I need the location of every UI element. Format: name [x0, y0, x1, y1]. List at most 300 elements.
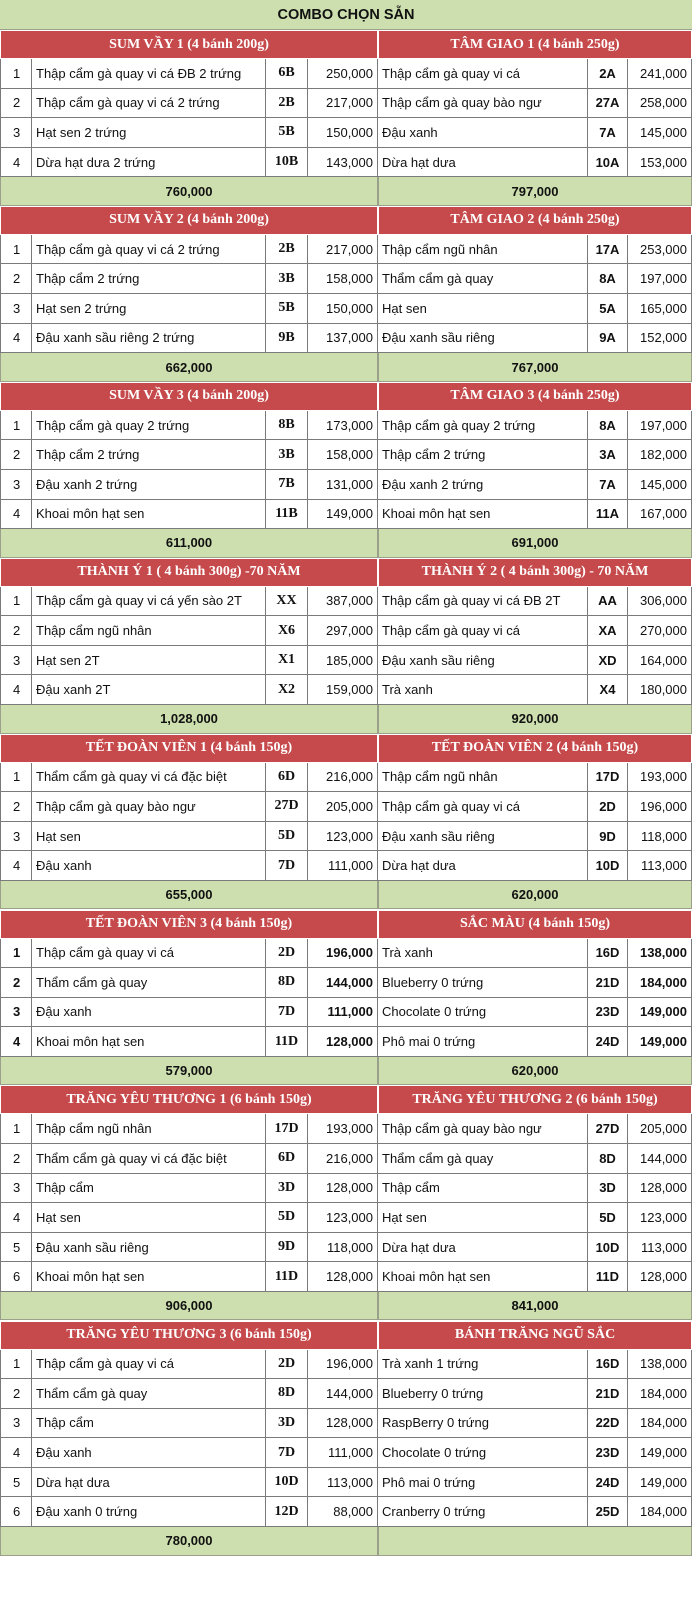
item-name: Dừa hạt dưa — [378, 851, 588, 881]
item-code: 5D — [266, 822, 308, 852]
item-price: 158,000 — [308, 264, 378, 294]
item-name: Đậu xanh sầu riêng — [32, 1233, 266, 1263]
item-number: 4 — [0, 148, 32, 178]
item-name: Đậu xanh sầu riêng 2 trứng — [32, 324, 266, 354]
item-name: Thẩm cẩm gà quay vi cá đặc biệt — [32, 1144, 266, 1174]
item-code: 10D — [266, 1468, 308, 1498]
combo-item-row — [0, 1409, 692, 1439]
combo-name-left: THÀNH Ý 1 ( 4 bánh 300g) -70 NĂM — [0, 558, 378, 587]
item-price: 153,000 — [628, 148, 692, 178]
item-name: Đậu xanh 0 trứng — [32, 1497, 266, 1527]
item-name: Đậu xanh — [32, 1438, 266, 1468]
item-code: 8A — [588, 264, 628, 294]
combo-item-row — [0, 118, 692, 148]
item-number: 3 — [0, 470, 32, 500]
item-name: Đậu xanh — [32, 998, 266, 1028]
item-name: Thập cẩm gà quay vi cá — [32, 1350, 266, 1380]
combo-item-row — [0, 1350, 692, 1380]
item-code: 12D — [266, 1497, 308, 1527]
combo-item-row — [0, 968, 692, 998]
item-price: 128,000 — [308, 1174, 378, 1204]
item-number: 4 — [0, 1203, 32, 1233]
item-code: 10B — [266, 148, 308, 178]
item-number: 2 — [0, 264, 32, 294]
item-name: Dừa hạt dưa — [378, 148, 588, 178]
combo-total-left: 579,000 — [0, 1057, 378, 1086]
item-code: XD — [588, 646, 628, 676]
item-code: 24D — [588, 1468, 628, 1498]
item-price: 128,000 — [308, 1262, 378, 1292]
combo-total-right: 620,000 — [378, 881, 692, 910]
combo-name-right: THÀNH Ý 2 ( 4 bánh 300g) - 70 NĂM — [378, 558, 692, 587]
combo-item-row — [0, 1438, 692, 1468]
item-price: 144,000 — [628, 1144, 692, 1174]
item-number: 4 — [0, 1027, 32, 1057]
item-name: Thập cẩm gà quay vi cá — [378, 616, 588, 646]
item-price: 111,000 — [308, 851, 378, 881]
combo-header-row — [0, 206, 692, 235]
item-code: X4 — [588, 675, 628, 705]
item-name: Khoai môn hạt sen — [32, 500, 266, 530]
item-price: 253,000 — [628, 235, 692, 265]
combo-item-row — [0, 1027, 692, 1057]
item-name: Thập cẩm gà quay bào ngư — [32, 792, 266, 822]
combo-item-row — [0, 1144, 692, 1174]
item-price: 113,000 — [628, 851, 692, 881]
item-number: 1 — [0, 235, 32, 265]
item-code: 3B — [266, 440, 308, 470]
item-price: 297,000 — [308, 616, 378, 646]
combo-total-right — [378, 1527, 692, 1556]
item-name: Thập cẩm gà quay bào ngư — [378, 1114, 588, 1144]
item-number: 6 — [0, 1497, 32, 1527]
combo-item-row — [0, 587, 692, 617]
item-code: 11B — [266, 500, 308, 530]
item-name: Thập cẩm gà quay vi cá ĐB 2T — [378, 587, 588, 617]
item-code: 7A — [588, 118, 628, 148]
item-code: 27A — [588, 89, 628, 119]
item-name: Đậu xanh — [32, 851, 266, 881]
combo-header-row — [0, 382, 692, 411]
combo-item-row — [0, 500, 692, 530]
item-name: Thập cẩm gà quay vi cá — [378, 792, 588, 822]
item-name: Cranberry 0 trứng — [378, 1497, 588, 1527]
item-code: 10D — [588, 851, 628, 881]
item-code: 17A — [588, 235, 628, 265]
combo-item-row — [0, 264, 692, 294]
item-number: 5 — [0, 1468, 32, 1498]
item-name: Thẩm cẩm gà quay — [378, 1144, 588, 1174]
item-number: 1 — [0, 587, 32, 617]
item-price: 150,000 — [308, 294, 378, 324]
item-price: 123,000 — [308, 1203, 378, 1233]
combo-name-left: SUM VẦY 2 (4 bánh 200g) — [0, 206, 378, 235]
item-price: 111,000 — [308, 1438, 378, 1468]
item-name: Thập cẩm ngũ nhân — [378, 763, 588, 793]
item-price: 164,000 — [628, 646, 692, 676]
item-name: Thập cẩm — [32, 1174, 266, 1204]
item-number: 2 — [0, 1379, 32, 1409]
item-number: 1 — [0, 763, 32, 793]
combo-header-row — [0, 30, 692, 59]
item-price: 184,000 — [628, 1379, 692, 1409]
item-name: Thập cẩm gà quay vi cá — [32, 939, 266, 969]
item-price: 138,000 — [628, 1350, 692, 1380]
item-price: 149,000 — [308, 500, 378, 530]
item-number: 3 — [0, 1174, 32, 1204]
item-code: 5B — [266, 118, 308, 148]
combo-total-right: 920,000 — [378, 705, 692, 734]
item-name: Thập cẩm gà quay vi cá yến sào 2T — [32, 587, 266, 617]
combo-total-row — [0, 1057, 692, 1086]
combo-total-row — [0, 1292, 692, 1321]
item-name: Thập cẩm 2 trứng — [378, 440, 588, 470]
item-price: 144,000 — [308, 968, 378, 998]
item-number: 1 — [0, 59, 32, 89]
combo-header-row — [0, 1321, 692, 1350]
item-code: 3B — [266, 264, 308, 294]
item-name: Đậu xanh sầu riêng — [378, 822, 588, 852]
combo-name-right: TRĂNG YÊU THƯƠNG 2 (6 bánh 150g) — [378, 1085, 692, 1114]
item-code: 3D — [588, 1174, 628, 1204]
item-code: 7D — [266, 998, 308, 1028]
item-code: 5A — [588, 294, 628, 324]
item-name: Khoai môn hạt sen — [378, 1262, 588, 1292]
combo-total-left: 1,028,000 — [0, 705, 378, 734]
item-code: 2B — [266, 235, 308, 265]
item-code: 23D — [588, 1438, 628, 1468]
item-name: Thập cẩm gà quay vi cá — [378, 59, 588, 89]
combo-header-row — [0, 734, 692, 763]
combo-header-row — [0, 910, 692, 939]
item-code: 11A — [588, 500, 628, 530]
item-price: 128,000 — [628, 1262, 692, 1292]
item-code: 11D — [266, 1262, 308, 1292]
combo-item-row — [0, 440, 692, 470]
item-name: Đậu xanh 2 trứng — [32, 470, 266, 500]
item-number: 2 — [0, 440, 32, 470]
item-price: 144,000 — [308, 1379, 378, 1409]
item-price: 113,000 — [628, 1233, 692, 1263]
item-code: 16D — [588, 1350, 628, 1380]
item-price: 138,000 — [628, 939, 692, 969]
item-price: 88,000 — [308, 1497, 378, 1527]
item-price: 216,000 — [308, 763, 378, 793]
combo-item-row — [0, 792, 692, 822]
item-code: AA — [588, 587, 628, 617]
combo-name-right: TÂM GIAO 3 (4 bánh 250g) — [378, 382, 692, 411]
combo-total-right: 620,000 — [378, 1057, 692, 1086]
item-price: 150,000 — [308, 118, 378, 148]
item-code: 10D — [588, 1233, 628, 1263]
item-name: Khoai môn hạt sen — [378, 500, 588, 530]
item-name: Trà xanh 1 trứng — [378, 1350, 588, 1380]
item-code: 2D — [588, 792, 628, 822]
combo-item-row — [0, 851, 692, 881]
item-name: Thập cẩm gà quay 2 trứng — [378, 411, 588, 441]
combo-total-right: 797,000 — [378, 177, 692, 206]
combo-total-left: 662,000 — [0, 353, 378, 382]
item-price: 182,000 — [628, 440, 692, 470]
combo-block — [0, 1085, 692, 1320]
combo-total-left: 760,000 — [0, 177, 378, 206]
combo-name-left: SUM VẦY 1 (4 bánh 200g) — [0, 30, 378, 59]
item-name: Thập cẩm 2 trứng — [32, 264, 266, 294]
combo-total-left: 780,000 — [0, 1527, 378, 1556]
item-code: 2A — [588, 59, 628, 89]
item-price: 158,000 — [308, 440, 378, 470]
item-number: 3 — [0, 998, 32, 1028]
item-code: 24D — [588, 1027, 628, 1057]
item-code: 25D — [588, 1497, 628, 1527]
item-name: Đậu xanh sầu riêng — [378, 324, 588, 354]
item-code: 3D — [266, 1409, 308, 1439]
item-name: Đậu xanh sầu riêng — [378, 646, 588, 676]
item-price: 149,000 — [628, 998, 692, 1028]
item-price: 217,000 — [308, 235, 378, 265]
item-price: 159,000 — [308, 675, 378, 705]
combo-total-row — [0, 705, 692, 734]
combo-item-row — [0, 59, 692, 89]
item-price: 118,000 — [628, 822, 692, 852]
combo-total-right: 767,000 — [378, 353, 692, 382]
item-price: 113,000 — [308, 1468, 378, 1498]
combo-item-row — [0, 939, 692, 969]
item-price: 149,000 — [628, 1027, 692, 1057]
item-price: 197,000 — [628, 264, 692, 294]
item-code: 11D — [266, 1027, 308, 1057]
item-number: 2 — [0, 792, 32, 822]
item-price: 387,000 — [308, 587, 378, 617]
combo-name-right: TÂM GIAO 1 (4 bánh 250g) — [378, 30, 692, 59]
combo-item-row — [0, 1497, 692, 1527]
item-name: Khoai môn hạt sen — [32, 1027, 266, 1057]
item-price: 306,000 — [628, 587, 692, 617]
item-price: 196,000 — [628, 792, 692, 822]
combo-name-right: BÁNH TRĂNG NGŨ SẮC — [378, 1321, 692, 1350]
combo-total-right: 691,000 — [378, 529, 692, 558]
combo-name-right: TÂM GIAO 2 (4 bánh 250g) — [378, 206, 692, 235]
item-price: 184,000 — [628, 1497, 692, 1527]
item-name: Trà xanh — [378, 675, 588, 705]
item-code: 7A — [588, 470, 628, 500]
item-name: Hạt sen 2 trứng — [32, 118, 266, 148]
item-code: 27D — [588, 1114, 628, 1144]
item-price: 149,000 — [628, 1438, 692, 1468]
combo-total-row — [0, 177, 692, 206]
item-price: 180,000 — [628, 675, 692, 705]
item-code: 9A — [588, 324, 628, 354]
combo-item-row — [0, 411, 692, 441]
combo-name-left: TẾT ĐOÀN VIÊN 3 (4 bánh 150g) — [0, 910, 378, 939]
item-number: 1 — [0, 1114, 32, 1144]
item-name: Thập cẩm — [32, 1409, 266, 1439]
item-price: 149,000 — [628, 1468, 692, 1498]
item-price: 205,000 — [308, 792, 378, 822]
item-number: 4 — [0, 851, 32, 881]
combo-name-right: TẾT ĐOÀN VIÊN 2 (4 bánh 150g) — [378, 734, 692, 763]
combo-item-row — [0, 1114, 692, 1144]
item-number: 3 — [0, 1409, 32, 1439]
combo-item-row — [0, 148, 692, 178]
item-number: 1 — [0, 939, 32, 969]
item-number: 3 — [0, 118, 32, 148]
item-name: Thẩm cẩm gà quay — [378, 264, 588, 294]
item-code: 2D — [266, 1350, 308, 1380]
item-code: 16D — [588, 939, 628, 969]
item-price: 217,000 — [308, 89, 378, 119]
item-number: 4 — [0, 1438, 32, 1468]
combo-block — [0, 206, 692, 382]
combo-item-row — [0, 1468, 692, 1498]
item-name: Thẩm cẩm gà quay — [32, 968, 266, 998]
item-code: 6D — [266, 1144, 308, 1174]
item-price: 193,000 — [308, 1114, 378, 1144]
combo-item-row — [0, 1203, 692, 1233]
combo-item-row — [0, 616, 692, 646]
item-name: Chocolate 0 trứng — [378, 998, 588, 1028]
item-code: 7D — [266, 1438, 308, 1468]
item-price: 165,000 — [628, 294, 692, 324]
combo-total-row — [0, 881, 692, 910]
item-number: 3 — [0, 646, 32, 676]
item-code: 11D — [588, 1262, 628, 1292]
item-price: 111,000 — [308, 998, 378, 1028]
combo-name-left: TRĂNG YÊU THƯƠNG 1 (6 bánh 150g) — [0, 1085, 378, 1114]
item-price: 205,000 — [628, 1114, 692, 1144]
item-name: Phô mai 0 trứng — [378, 1468, 588, 1498]
item-name: Thập cẩm — [378, 1174, 588, 1204]
combo-item-row — [0, 822, 692, 852]
item-price: 196,000 — [308, 939, 378, 969]
item-price: 173,000 — [308, 411, 378, 441]
item-name: Blueberry 0 trứng — [378, 1379, 588, 1409]
item-code: XA — [588, 616, 628, 646]
item-name: Thập cẩm gà quay vi cá ĐB 2 trứng — [32, 59, 266, 89]
item-name: Chocolate 0 trứng — [378, 1438, 588, 1468]
item-code: 9D — [588, 822, 628, 852]
item-code: 3D — [266, 1174, 308, 1204]
item-code: 2B — [266, 89, 308, 119]
item-code: 5D — [588, 1203, 628, 1233]
item-name: Hạt sen — [378, 1203, 588, 1233]
item-code: X6 — [266, 616, 308, 646]
item-price: 118,000 — [308, 1233, 378, 1263]
item-name: Đậu xanh 2T — [32, 675, 266, 705]
item-name: Thập cẩm gà quay vi cá 2 trứng — [32, 235, 266, 265]
item-name: Thập cẩm 2 trứng — [32, 440, 266, 470]
item-code: 7D — [266, 851, 308, 881]
item-name: Thẩm cẩm gà quay — [32, 1379, 266, 1409]
item-name: Dừa hạt dưa — [32, 1468, 266, 1498]
item-price: 131,000 — [308, 470, 378, 500]
item-code: 9D — [266, 1233, 308, 1263]
combo-item-row — [0, 998, 692, 1028]
item-name: Thập cẩm gà quay bào ngư — [378, 89, 588, 119]
item-code: 2D — [266, 939, 308, 969]
item-number: 3 — [0, 294, 32, 324]
item-code: 6D — [266, 763, 308, 793]
combo-header-row — [0, 1085, 692, 1114]
combo-item-row — [0, 89, 692, 119]
item-price: 152,000 — [628, 324, 692, 354]
item-price: 193,000 — [628, 763, 692, 793]
combo-item-row — [0, 324, 692, 354]
sheet-title: COMBO CHỌN SẴN — [0, 0, 692, 30]
item-number: 4 — [0, 500, 32, 530]
item-number: 6 — [0, 1262, 32, 1292]
item-name: Blueberry 0 trứng — [378, 968, 588, 998]
combo-item-row — [0, 1174, 692, 1204]
item-name: Hạt sen 2 trứng — [32, 294, 266, 324]
item-price: 185,000 — [308, 646, 378, 676]
item-price: 137,000 — [308, 324, 378, 354]
item-code: 10A — [588, 148, 628, 178]
combo-item-row — [0, 1379, 692, 1409]
item-code: 5D — [266, 1203, 308, 1233]
item-price: 128,000 — [308, 1409, 378, 1439]
item-number: 2 — [0, 1144, 32, 1174]
combo-total-left: 906,000 — [0, 1292, 378, 1321]
item-price: 123,000 — [308, 822, 378, 852]
item-name: Thập cẩm gà quay vi cá 2 trứng — [32, 89, 266, 119]
item-price: 250,000 — [308, 59, 378, 89]
item-price: 143,000 — [308, 148, 378, 178]
combo-header-row — [0, 558, 692, 587]
item-price: 196,000 — [308, 1350, 378, 1380]
item-price: 197,000 — [628, 411, 692, 441]
combo-item-row — [0, 1262, 692, 1292]
item-code: 8B — [266, 411, 308, 441]
item-code: X2 — [266, 675, 308, 705]
item-name: Thập cẩm gà quay 2 trứng — [32, 411, 266, 441]
item-name: Hạt sen — [32, 822, 266, 852]
item-name: Thập cẩm ngũ nhân — [32, 1114, 266, 1144]
item-name: Dừa hạt dưa — [378, 1233, 588, 1263]
item-code: 3A — [588, 440, 628, 470]
item-price: 270,000 — [628, 616, 692, 646]
item-number: 1 — [0, 411, 32, 441]
item-price: 184,000 — [628, 1409, 692, 1439]
item-price: 128,000 — [628, 1174, 692, 1204]
item-price: 145,000 — [628, 470, 692, 500]
combo-item-row — [0, 763, 692, 793]
item-code: 23D — [588, 998, 628, 1028]
item-number: 3 — [0, 822, 32, 852]
item-name: Hạt sen — [378, 294, 588, 324]
combo-block — [0, 382, 692, 558]
item-code: X1 — [266, 646, 308, 676]
item-price: 167,000 — [628, 500, 692, 530]
combo-block — [0, 558, 692, 734]
item-price: 258,000 — [628, 89, 692, 119]
item-name: Khoai môn hạt sen — [32, 1262, 266, 1292]
item-number: 5 — [0, 1233, 32, 1263]
item-name: Trà xanh — [378, 939, 588, 969]
item-number: 2 — [0, 89, 32, 119]
item-name: RaspBerry 0 trứng — [378, 1409, 588, 1439]
combo-block — [0, 1321, 692, 1556]
combo-name-left: TRĂNG YÊU THƯƠNG 3 (6 bánh 150g) — [0, 1321, 378, 1350]
item-code: 8D — [588, 1144, 628, 1174]
item-code: 21D — [588, 968, 628, 998]
item-number: 1 — [0, 1350, 32, 1380]
item-number: 2 — [0, 968, 32, 998]
item-number: 4 — [0, 324, 32, 354]
item-name: Đậu xanh — [378, 118, 588, 148]
combo-name-left: TẾT ĐOÀN VIÊN 1 (4 bánh 150g) — [0, 734, 378, 763]
combo-total-row — [0, 1527, 692, 1556]
